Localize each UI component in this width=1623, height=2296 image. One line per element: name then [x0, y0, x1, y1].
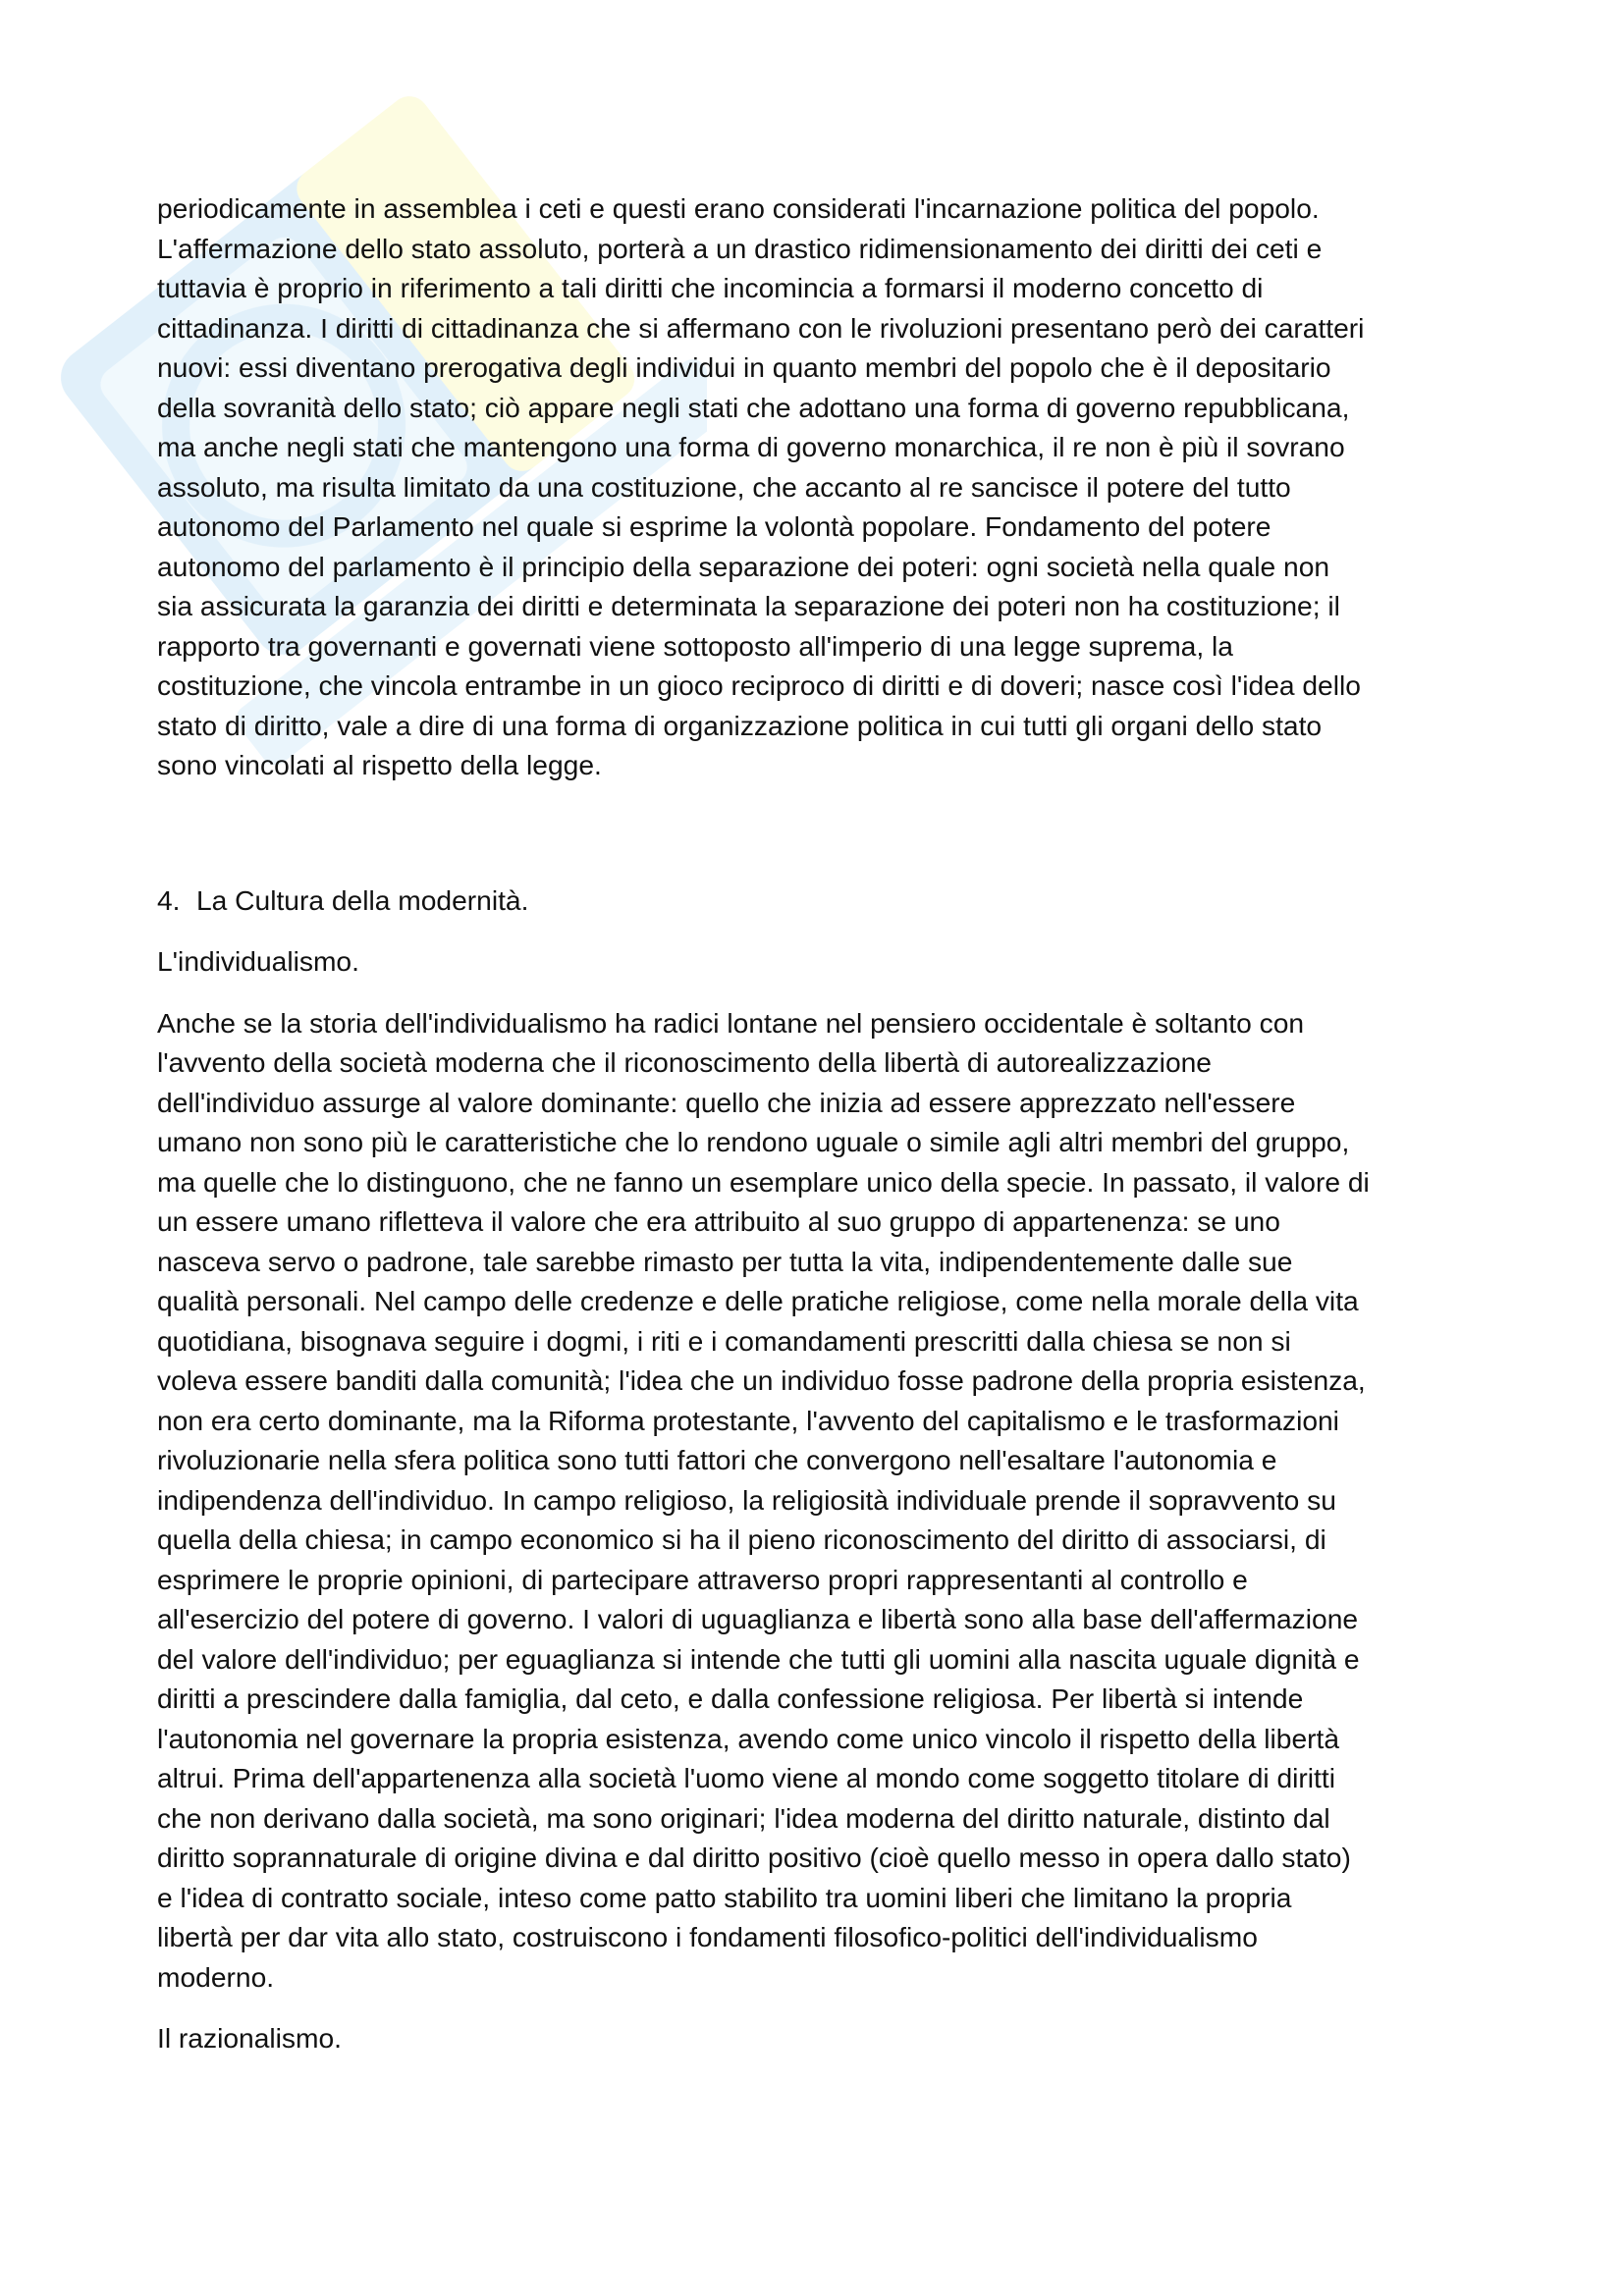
text-line: cittadinanza. I diritti di cittadinanza che si affermano con le rivoluzioni presentano però dei caratteri	[157, 311, 1365, 344]
text-line: rapporto tra governanti e governati viene sottoposto all'imperio di una legge suprema, la	[157, 629, 1233, 662]
text-line: nuovi: essi diventano prerogativa degli individui in quanto membri del popolo che è il depositario	[157, 351, 1331, 383]
text-line: un essere umano rifletteva il valore che era attribuito al suo gruppo di appartenenza: se uno	[157, 1205, 1280, 1237]
text-line: indipendenza dell'individuo. In campo religioso, la religiosità individuale prende il sopravvento su	[157, 1483, 1336, 1516]
text-line: sia assicurata la garanzia dei diritti e determinata la separazione dei poteri non ha costituzione; il	[157, 590, 1340, 621]
text-line: altrui. Prima dell'appartenenza alla società l'uomo viene al mondo come soggetto titolare di diritti	[157, 1762, 1335, 1793]
text-line: voleva essere banditi dalla comunità; l'idea che un individuo fosse padrone della propria esistenza,	[157, 1364, 1366, 1396]
text-line: nasceva servo o padrone, tale sarebbe rimasto per tutta la vita, indipendentemente dalle sue	[157, 1245, 1293, 1277]
text-line: esprimere le proprie opinioni, di partecipare attraverso propri rappresentanti al controllo e	[157, 1563, 1248, 1595]
text-line: stato di diritto, vale a dire di una forma di organizzazione politica in cui tutti gli organi dello stato	[157, 709, 1323, 741]
text-line: l'autonomia nel governare la propria esistenza, avendo come unico vincolo il rispetto della libertà	[157, 1722, 1340, 1754]
text-line: dell'individuo assurge al valore dominante: quello che inizia ad essere apprezzato nell'essere	[157, 1086, 1296, 1118]
text-line: del valore dell'individuo; per eguaglianza si intende che tutti gli uomini alla nascita uguale dignità e	[157, 1642, 1360, 1675]
text-line: sono vincolati al rispetto della legge.	[157, 749, 602, 780]
document-page	[157, 188, 1478, 2080]
text-line: diritto soprannaturale di origine divina e dal diritto positivo (cioè quello messo in opera dallo stato)	[157, 1842, 1351, 1873]
text-line: ma quelle che lo distinguono, che ne fanno un esemplare unico della specie. In passato, il valore di	[157, 1165, 1370, 1198]
section-title: La Cultura della modernità.	[196, 883, 529, 916]
text-line: L'affermazione dello stato assoluto, porterà a un drastico ridimensionamento dei diritti dei ceti e	[157, 232, 1323, 264]
section-number: 4.	[157, 883, 181, 916]
subheading-individualismo: L'individualismo.	[157, 945, 359, 977]
text-line: periodicamente in assemblea i ceti e questi erano considerati l'incarnazione politica del popolo.	[157, 192, 1320, 224]
text-line: della sovranità dello stato; ciò appare negli stati che adottano una forma di governo repubblicana,	[157, 391, 1350, 423]
text-line: assoluto, ma risulta limitato da una costituzione, che accanto al re sancisce il potere del tutto	[157, 470, 1291, 503]
text-line: libertà per dar vita allo stato, costruiscono i fondamenti filosofico-politici dell'individualismo	[157, 1921, 1258, 1952]
paragraph-individualismo	[157, 1003, 1478, 1998]
text-line: ma anche negli stati che mantengono una forma di governo monarchica, il re non è più il sovrano	[157, 431, 1345, 462]
paragraph-cittadinanza	[157, 188, 1478, 785]
text-line: all'esercizio del potere di governo. I valori di uguaglianza e libertà sono alla base dell'affermazione	[157, 1603, 1359, 1634]
text-line: Anche se la storia dell'individualismo ha radici lontane nel pensiero occidentale è soltanto con	[157, 1006, 1305, 1039]
text-line: autonomo del parlamento è il principio della separazione dei poteri: ogni società nella quale non	[157, 550, 1330, 582]
text-line: autonomo del Parlamento nel quale si esprime la volontà popolare. Fondamento del potere	[157, 510, 1271, 542]
text-line: l'avvento della società moderna che il riconoscimento della libertà di autorealizzazione	[157, 1046, 1212, 1078]
text-line: diritti a prescindere dalla famiglia, dal ceto, e dalla confessione religiosa. Per libertà si intende	[157, 1682, 1304, 1714]
text-line: non era certo dominante, ma la Riforma protestante, l'avvento del capitalismo e le trasformazioni	[157, 1404, 1339, 1436]
text-line: e l'idea di contratto sociale, inteso come patto stabilito tra uomini liberi che limitano la propria	[157, 1881, 1292, 1913]
text-line: rivoluzionarie nella sfera politica sono tutti fattori che convergono nell'esaltare l'autonomia e	[157, 1444, 1277, 1475]
text-line: umano non sono più le caratteristiche che lo rendono uguale o simile agli altri membri del gruppo,	[157, 1126, 1350, 1157]
text-line: che non derivano dalla società, ma sono originari; l'idea moderna del diritto naturale, distinto dal	[157, 1801, 1330, 1834]
subheading-razionalismo: Il razionalismo.	[157, 2022, 342, 2054]
text-line: moderno.	[157, 1960, 275, 1993]
text-line: quella della chiesa; in campo economico si ha il pieno riconoscimento del diritto di associarsi, di	[157, 1523, 1326, 1555]
section-heading	[157, 881, 1478, 921]
text-line: quotidiana, bisognava seguire i dogmi, i riti e i comandamenti prescritti dalla chiesa se non si	[157, 1324, 1291, 1357]
text-line: costituzione, che vincola entrambe in un gioco reciproco di diritti e di doveri; nasce così l'idea dello	[157, 669, 1361, 701]
text-line: qualità personali. Nel campo delle credenze e delle pratiche religiose, come nella morale della vita	[157, 1285, 1359, 1316]
text-line: tuttavia è proprio in riferimento a tali diritti che incomincia a formarsi il moderno concetto di	[157, 272, 1264, 303]
